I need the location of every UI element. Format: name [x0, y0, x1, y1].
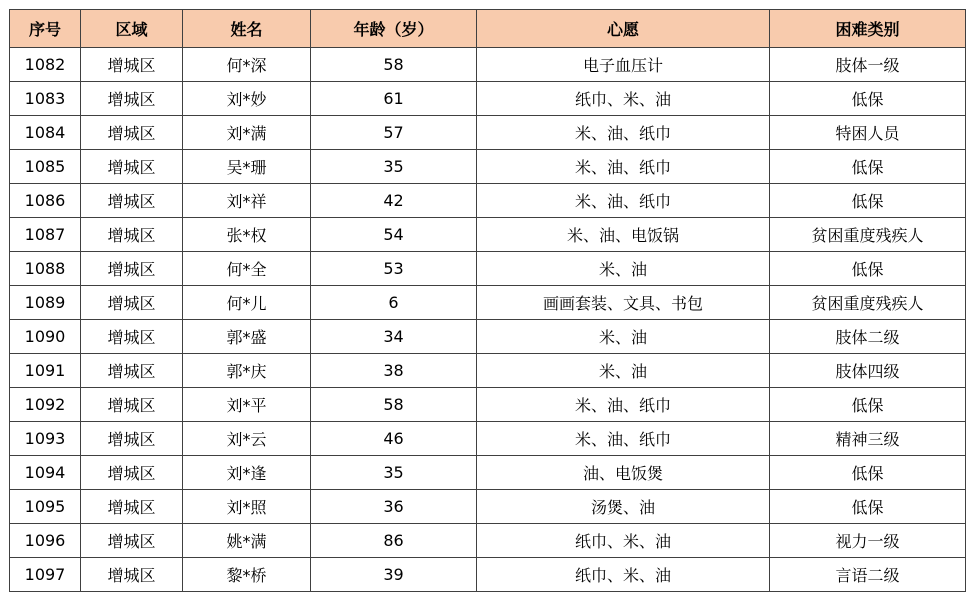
cell-serial-number: 1097	[10, 558, 81, 592]
cell-age: 86	[311, 524, 477, 558]
cell-district: 增城区	[81, 184, 183, 218]
cell-hardship-category: 言语二级	[770, 558, 966, 592]
cell-serial-number: 1096	[10, 524, 81, 558]
table-row	[10, 422, 966, 456]
header-wish: 心愿	[477, 10, 770, 48]
cell-hardship-category: 贫困重度残疾人	[770, 286, 966, 320]
cell-wish: 米、油	[477, 354, 770, 388]
table-row	[10, 558, 966, 592]
table-body	[10, 48, 966, 592]
header-name: 姓名	[183, 10, 311, 48]
cell-district: 增城区	[81, 48, 183, 82]
cell-name: 刘*妙	[183, 82, 311, 116]
cell-name: 郭*庆	[183, 354, 311, 388]
cell-name: 何*儿	[183, 286, 311, 320]
table-row	[10, 116, 966, 150]
cell-wish: 米、油、纸巾	[477, 422, 770, 456]
table-row	[10, 490, 966, 524]
cell-name: 刘*逢	[183, 456, 311, 490]
cell-name: 吴*珊	[183, 150, 311, 184]
cell-age: 46	[311, 422, 477, 456]
cell-serial-number: 1091	[10, 354, 81, 388]
cell-name: 黎*桥	[183, 558, 311, 592]
cell-age: 38	[311, 354, 477, 388]
cell-wish: 汤煲、油	[477, 490, 770, 524]
cell-serial-number: 1086	[10, 184, 81, 218]
table-row	[10, 150, 966, 184]
cell-wish: 米、油、纸巾	[477, 150, 770, 184]
cell-age: 35	[311, 456, 477, 490]
cell-name: 张*权	[183, 218, 311, 252]
cell-serial-number: 1085	[10, 150, 81, 184]
cell-serial-number: 1093	[10, 422, 81, 456]
cell-hardship-category: 精神三级	[770, 422, 966, 456]
cell-district: 增城区	[81, 422, 183, 456]
cell-district: 增城区	[81, 286, 183, 320]
table-row	[10, 184, 966, 218]
cell-name: 何*深	[183, 48, 311, 82]
cell-district: 增城区	[81, 82, 183, 116]
cell-name: 姚*满	[183, 524, 311, 558]
header-hardship-category: 困难类别	[770, 10, 966, 48]
cell-age: 34	[311, 320, 477, 354]
cell-age: 54	[311, 218, 477, 252]
cell-age: 35	[311, 150, 477, 184]
cell-name: 郭*盛	[183, 320, 311, 354]
cell-serial-number: 1088	[10, 252, 81, 286]
table-row	[10, 354, 966, 388]
cell-wish: 米、油、纸巾	[477, 116, 770, 150]
cell-hardship-category: 低保	[770, 456, 966, 490]
cell-serial-number: 1087	[10, 218, 81, 252]
cell-hardship-category: 低保	[770, 184, 966, 218]
table-row	[10, 82, 966, 116]
table-row	[10, 286, 966, 320]
cell-hardship-category: 肢体四级	[770, 354, 966, 388]
cell-name: 刘*云	[183, 422, 311, 456]
cell-serial-number: 1094	[10, 456, 81, 490]
cell-age: 6	[311, 286, 477, 320]
cell-name: 刘*满	[183, 116, 311, 150]
cell-wish: 米、油	[477, 320, 770, 354]
cell-district: 增城区	[81, 320, 183, 354]
cell-district: 增城区	[81, 524, 183, 558]
cell-name: 何*全	[183, 252, 311, 286]
cell-wish: 米、油、纸巾	[477, 184, 770, 218]
cell-serial-number: 1095	[10, 490, 81, 524]
cell-district: 增城区	[81, 490, 183, 524]
table-row	[10, 218, 966, 252]
cell-serial-number: 1092	[10, 388, 81, 422]
cell-serial-number: 1082	[10, 48, 81, 82]
cell-district: 增城区	[81, 116, 183, 150]
cell-hardship-category: 低保	[770, 82, 966, 116]
cell-district: 增城区	[81, 354, 183, 388]
table-row	[10, 456, 966, 490]
header-row	[10, 10, 966, 48]
cell-hardship-category: 低保	[770, 388, 966, 422]
cell-name: 刘*平	[183, 388, 311, 422]
table-row	[10, 388, 966, 422]
cell-wish: 电子血压计	[477, 48, 770, 82]
cell-district: 增城区	[81, 150, 183, 184]
cell-age: 42	[311, 184, 477, 218]
cell-age: 39	[311, 558, 477, 592]
cell-age: 57	[311, 116, 477, 150]
table-row	[10, 320, 966, 354]
cell-hardship-category: 低保	[770, 490, 966, 524]
table-row	[10, 252, 966, 286]
cell-district: 增城区	[81, 456, 183, 490]
cell-wish: 米、油、电饭锅	[477, 218, 770, 252]
cell-name: 刘*祥	[183, 184, 311, 218]
table-header	[10, 10, 966, 48]
cell-serial-number: 1090	[10, 320, 81, 354]
wish-list-table-container	[9, 9, 965, 592]
cell-hardship-category: 肢体一级	[770, 48, 966, 82]
cell-serial-number: 1089	[10, 286, 81, 320]
cell-age: 61	[311, 82, 477, 116]
cell-wish: 纸巾、米、油	[477, 558, 770, 592]
cell-wish: 米、油、纸巾	[477, 388, 770, 422]
cell-age: 53	[311, 252, 477, 286]
cell-district: 增城区	[81, 218, 183, 252]
cell-hardship-category: 视力一级	[770, 524, 966, 558]
cell-hardship-category: 肢体二级	[770, 320, 966, 354]
header-district: 区域	[81, 10, 183, 48]
cell-serial-number: 1084	[10, 116, 81, 150]
cell-wish: 米、油	[477, 252, 770, 286]
cell-wish: 画画套装、文具、书包	[477, 286, 770, 320]
header-age: 年龄（岁）	[311, 10, 477, 48]
table-row	[10, 48, 966, 82]
cell-wish: 油、电饭煲	[477, 456, 770, 490]
cell-name: 刘*照	[183, 490, 311, 524]
cell-hardship-category: 低保	[770, 150, 966, 184]
cell-district: 增城区	[81, 388, 183, 422]
table-row	[10, 524, 966, 558]
cell-age: 58	[311, 388, 477, 422]
cell-district: 增城区	[81, 558, 183, 592]
cell-wish: 纸巾、米、油	[477, 82, 770, 116]
cell-wish: 纸巾、米、油	[477, 524, 770, 558]
cell-age: 36	[311, 490, 477, 524]
cell-hardship-category: 特困人员	[770, 116, 966, 150]
cell-district: 增城区	[81, 252, 183, 286]
header-serial-number: 序号	[10, 10, 81, 48]
cell-hardship-category: 低保	[770, 252, 966, 286]
cell-hardship-category: 贫困重度残疾人	[770, 218, 966, 252]
cell-serial-number: 1083	[10, 82, 81, 116]
cell-age: 58	[311, 48, 477, 82]
wish-list-table	[9, 9, 966, 592]
